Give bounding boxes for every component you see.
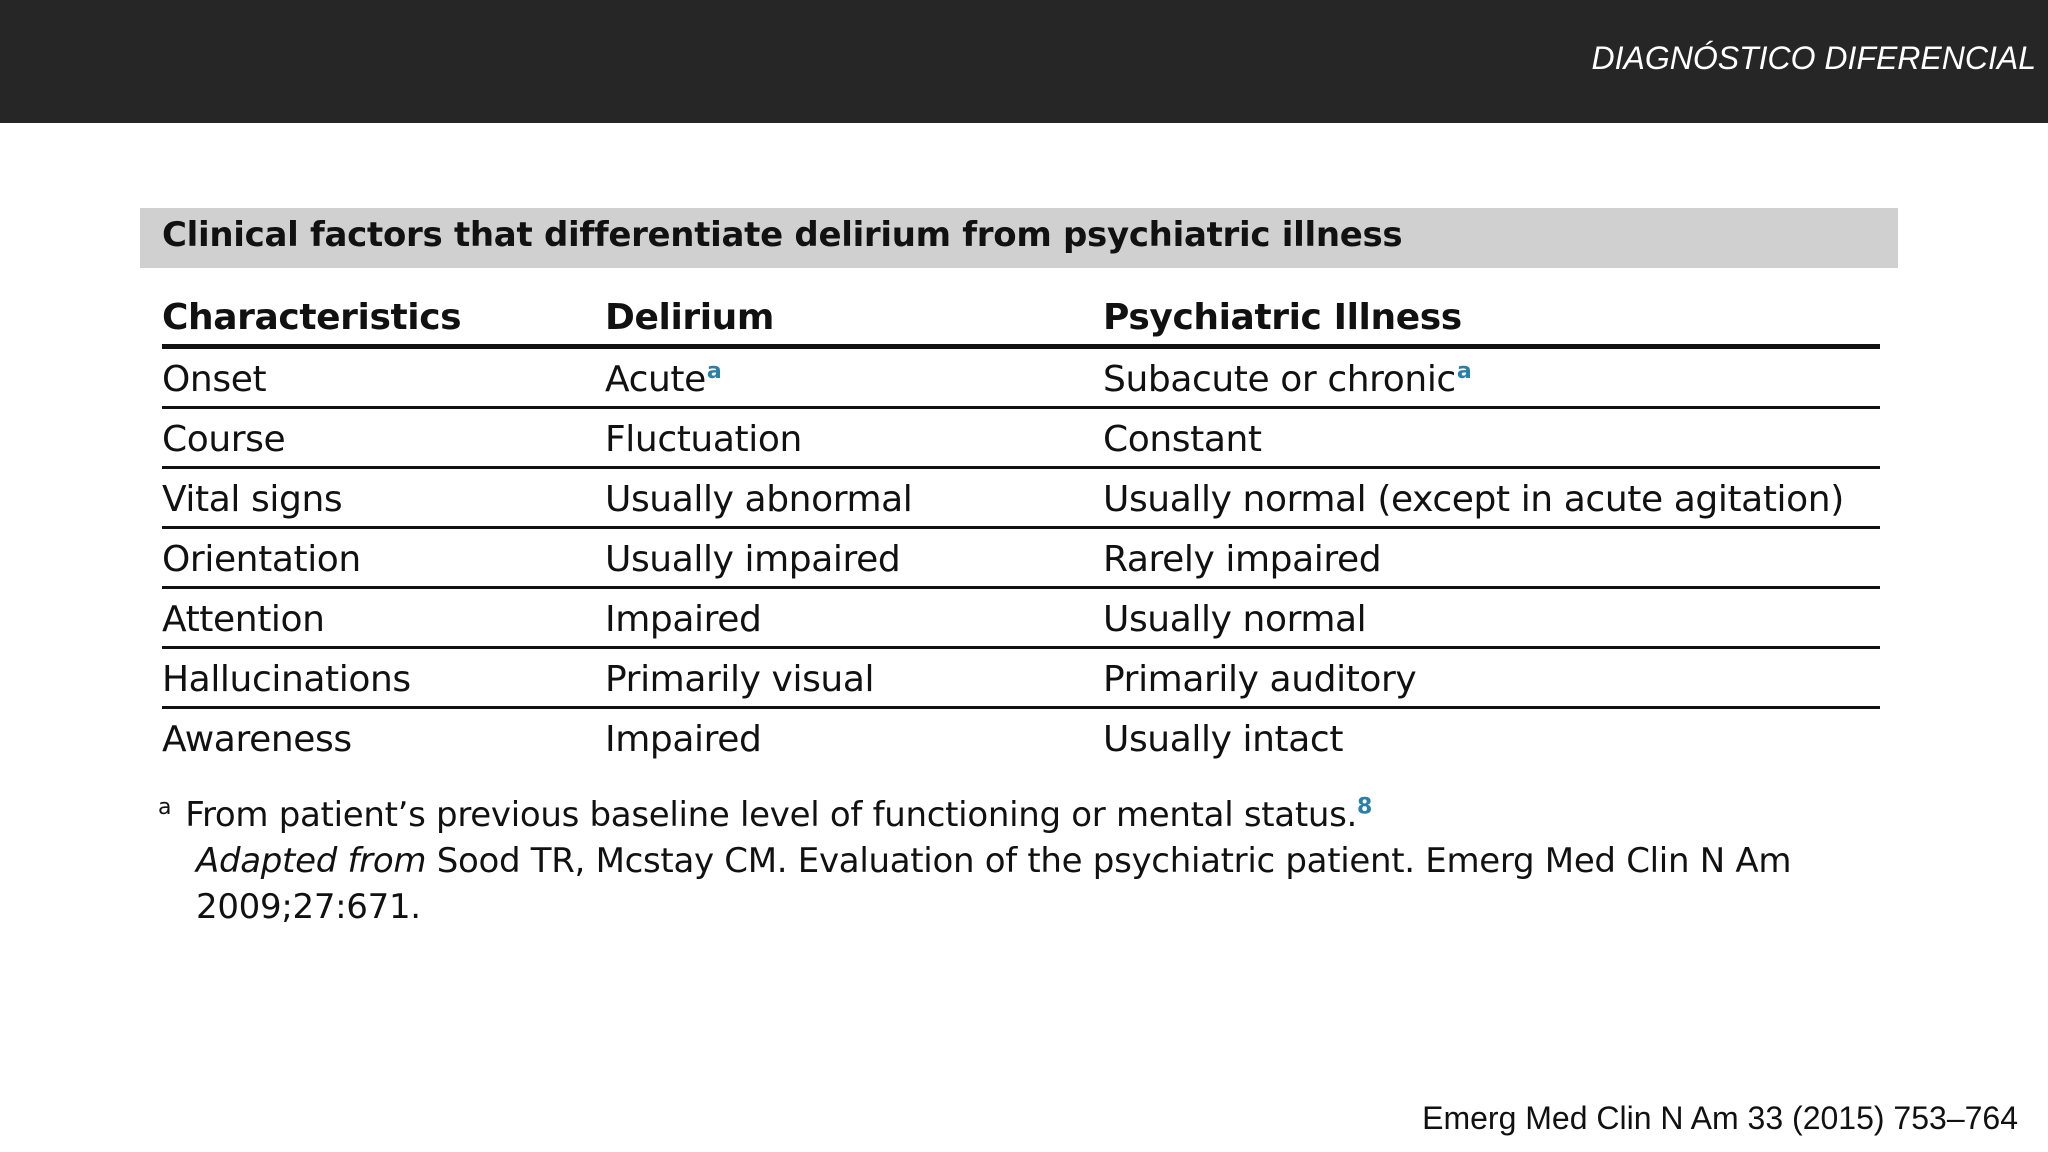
table-header-row — [162, 290, 1880, 347]
cell-psychiatric: Usually normal (except in acute agitation) — [1103, 468, 1880, 528]
differential-table — [162, 290, 1880, 766]
cell-characteristic: Orientation — [162, 528, 605, 588]
table-title-bar — [140, 208, 1898, 268]
cell-characteristic: Course — [162, 408, 605, 468]
adapted-from-line — [158, 838, 1918, 930]
table-row — [162, 648, 1880, 708]
column-header-characteristics: Characteristics — [162, 290, 605, 347]
adapted-from-text: Sood TR, Mcstay CM. Evaluation of the psychiatric patient. Emerg Med Clin N Am 2009;27:671. — [196, 841, 1792, 927]
cell-psychiatric — [1103, 347, 1880, 408]
cell-delirium: Impaired — [605, 719, 762, 760]
slide-title: DIAGNÓSTICO DIFERENCIAL — [1591, 40, 2036, 76]
cell-psychiatric: Usually normal — [1103, 588, 1880, 648]
column-header-psychiatric: Psychiatric Illness — [1103, 290, 1880, 347]
footnote-text: From patient’s previous baseline level of functioning or mental status. — [185, 795, 1358, 835]
cell-delirium: Impaired — [605, 588, 1103, 648]
table-row — [162, 347, 1880, 408]
column-header-delirium: Delirium — [605, 290, 1103, 347]
table-row — [162, 708, 1880, 767]
table-footnote — [158, 792, 1918, 930]
cell-delirium: Usually abnormal — [605, 468, 1103, 528]
cell-characteristic: Onset — [162, 347, 605, 408]
cell-characteristic: Hallucinations — [162, 648, 605, 708]
cell-psychiatric: Rarely impaired — [1103, 528, 1880, 588]
footnote-marker: a — [1456, 359, 1472, 384]
footnote-marker: a — [706, 359, 722, 384]
adapted-from-label: Adapted from — [196, 841, 427, 881]
header-bar — [0, 0, 2048, 123]
cell-delirium: Usually impaired — [605, 528, 1103, 588]
cell-psychiatric: Usually intact — [1103, 719, 1344, 760]
footnote-marker: a — [158, 794, 172, 820]
footnote-line — [158, 792, 1918, 838]
table-row — [162, 408, 1880, 468]
cell-psychiatric-text: Subacute or chronic — [1103, 359, 1456, 400]
cell-characteristic: Attention — [162, 588, 605, 648]
table-row — [162, 528, 1880, 588]
reference-number: 8 — [1357, 794, 1373, 820]
cell-delirium-text: Acute — [605, 359, 706, 400]
cell-delirium: Fluctuation — [605, 408, 1103, 468]
cell-delirium: Primarily visual — [605, 648, 1103, 708]
source-citation: Emerg Med Clin N Am 33 (2015) 753–764 — [1422, 1100, 2018, 1136]
table-row — [162, 468, 1880, 528]
cell-characteristic: Vital signs — [162, 468, 605, 528]
cell-delirium — [605, 347, 1103, 408]
cell-psychiatric: Primarily auditory — [1103, 648, 1880, 708]
cell-characteristic: Awareness — [162, 719, 352, 760]
table-title: Clinical factors that differentiate delirium from psychiatric illness — [162, 215, 1403, 255]
cell-psychiatric: Constant — [1103, 408, 1880, 468]
table-row — [162, 588, 1880, 648]
